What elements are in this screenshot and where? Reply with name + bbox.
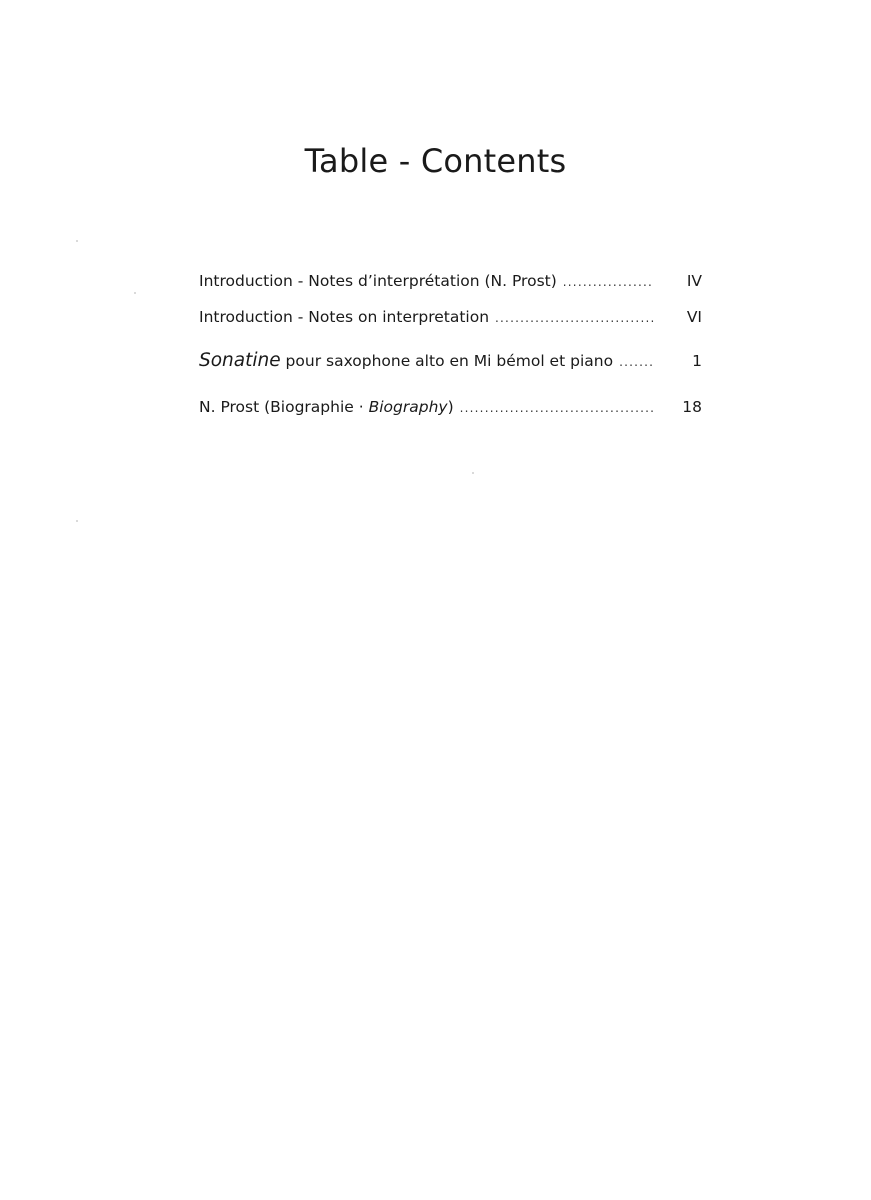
page-title: Table - Contents: [304, 142, 567, 180]
dot-leader: [563, 275, 654, 289]
scan-speck: [76, 240, 78, 242]
work-subtitle: pour saxophone alto en Mi bémol et piano: [280, 352, 614, 370]
dot-leader: [619, 355, 654, 369]
work-title: Sonatine: [199, 350, 281, 371]
biography-label-end: ): [447, 398, 454, 416]
toc-entry-page: IV: [686, 272, 702, 290]
scan-speck: [472, 472, 474, 474]
scan-speck: [76, 520, 78, 522]
toc-entry-label: [199, 350, 613, 371]
dot-leader: [495, 311, 654, 325]
biography-label-italic: Biography: [368, 398, 448, 416]
toc-entry-label: [199, 398, 454, 416]
scan-speck: [134, 292, 136, 294]
toc-entry-page: 1: [692, 352, 702, 370]
biography-label: N. Prost (Biographie ·: [199, 398, 369, 416]
toc-entry-label: Introduction - Notes d’interprétation (N. Prost): [199, 272, 557, 290]
toc-entry-page: 18: [682, 398, 702, 416]
toc-entry-page: VI: [686, 308, 702, 326]
toc-entry[interactable]: [199, 308, 702, 326]
toc-entry[interactable]: [199, 272, 702, 290]
dot-leader: [460, 401, 654, 415]
toc-entry[interactable]: [199, 398, 702, 416]
toc-entry-label: Introduction - Notes on interpretation: [199, 308, 490, 326]
toc-entry[interactable]: [199, 350, 702, 371]
